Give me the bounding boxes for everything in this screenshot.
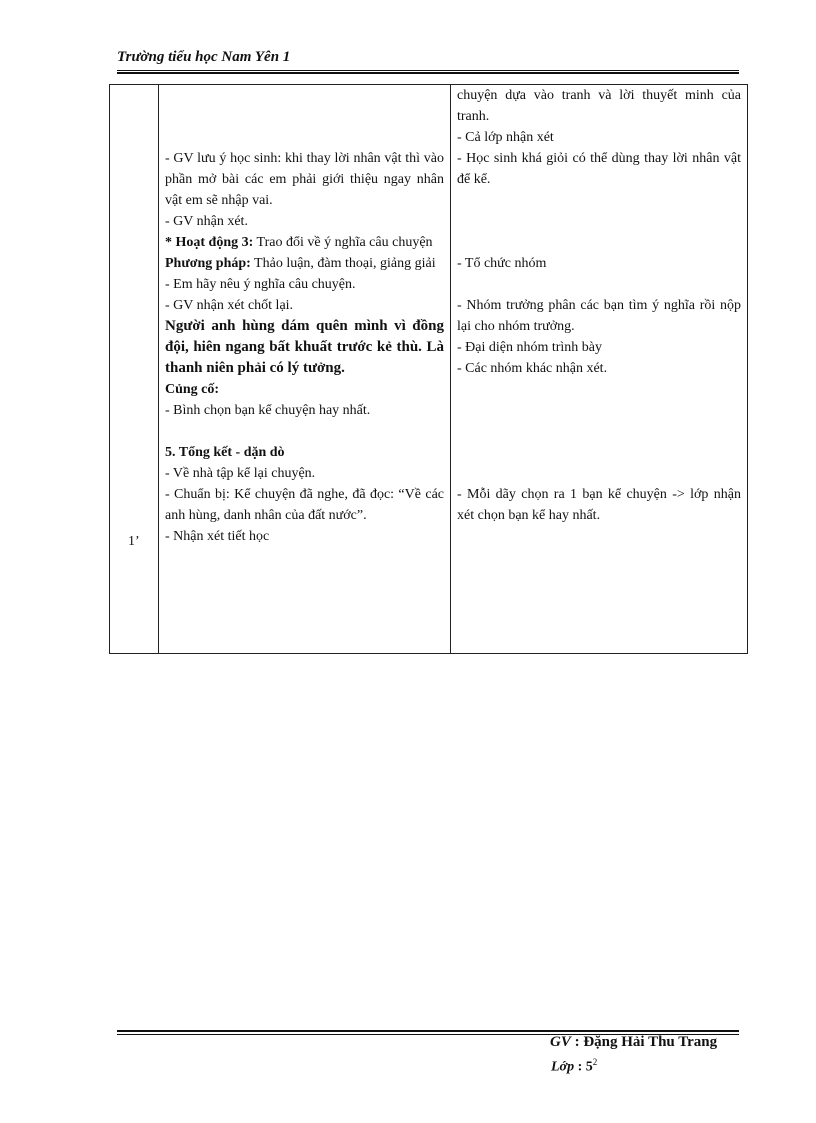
homework: - Về nhà tập kể lại chuyện.: [165, 466, 316, 481]
footer-teacher-label: GV: [550, 1034, 571, 1050]
ask-meaning: - Em hãy nêu ý nghĩa câu chuyện.: [165, 277, 356, 292]
header-rule-thick: [117, 72, 739, 74]
summary-heading: 5. Tổng kết - dặn dò: [165, 445, 285, 460]
method: [165, 253, 444, 274]
footer-teacher-name: : Đặng Hải Thu Trang: [570, 1034, 718, 1050]
student-retell: chuyện dựa vào tranh và lời thuyết minh của tranh.: [457, 88, 741, 124]
time-column: [110, 85, 159, 654]
group-leader: - Nhóm trưởng phân các bạn tìm ý nghĩa rồi nộp lại cho nhóm trưởng.: [457, 298, 741, 334]
activity-3: [165, 232, 444, 253]
footer-class: [551, 1057, 597, 1076]
activity-3-text: Trao đổi về ý nghĩa câu chuyện: [253, 235, 433, 250]
moral-statement: Người anh hùng dám quên mình vì đồng đội, hiên ngang bất khuất trước kẻ thù. Là thanh niên phải có lý tưởng.: [165, 318, 444, 376]
each-row-choose: - Mỗi dãy chọn ra 1 bạn kể chuyện -> lớp nhận xét chọn bạn kể hay nhất.: [457, 487, 741, 523]
time-label: 1’: [128, 534, 140, 549]
method-label: Phương pháp:: [165, 256, 251, 271]
footer-class-value: : 5: [574, 1059, 593, 1075]
teacher-activities-cell: [159, 85, 451, 654]
vote-best-storyteller: - Bình chọn bạn kể chuyện hay nhất.: [165, 403, 371, 418]
organize-groups: - Tổ chức nhóm: [457, 256, 547, 271]
student-activities-cell: [451, 85, 748, 654]
other-groups: - Các nhóm khác nhận xét.: [457, 361, 608, 376]
consolidate-heading: Củng cố:: [165, 382, 220, 397]
good-students: - Học sinh khá giỏi có thể dùng thay lời nhân vật để kể.: [457, 151, 741, 187]
school-header: Trường tiểu học Nam Yên 1: [117, 49, 291, 65]
class-comment: - Cả lớp nhận xét: [457, 130, 554, 145]
method-text: Thảo luận, đàm thoại, giảng giải: [250, 256, 436, 271]
footer-class-sup: 2: [592, 1057, 598, 1067]
lesson-table: [109, 84, 748, 654]
header-rule-thin: [117, 70, 739, 71]
group-present: - Đại diện nhóm trình bày: [457, 340, 603, 355]
teacher-comment: - GV nhận xét.: [165, 214, 248, 229]
footer-teacher: [550, 1034, 717, 1051]
prepare-next: - Chuẩn bị: Kể chuyện đã nghe, đã đọc: “Về các anh hùng, danh nhân của đất nước”.: [165, 487, 444, 523]
footer-rule-thick: [117, 1030, 739, 1032]
teacher-note: - GV lưu ý học sinh: khi thay lời nhân vật thì vào phần mở bài các em phải giới thiệu ngay nhân vật em sẽ nhập vai.: [165, 151, 444, 208]
conclude: - GV nhận xét chốt lại.: [165, 298, 294, 313]
lesson-comment: - Nhận xét tiết học: [165, 529, 270, 544]
footer-class-label: Lớp: [551, 1059, 575, 1075]
table-row: [110, 85, 748, 654]
activity-3-label: * Hoạt động 3:: [165, 235, 254, 250]
